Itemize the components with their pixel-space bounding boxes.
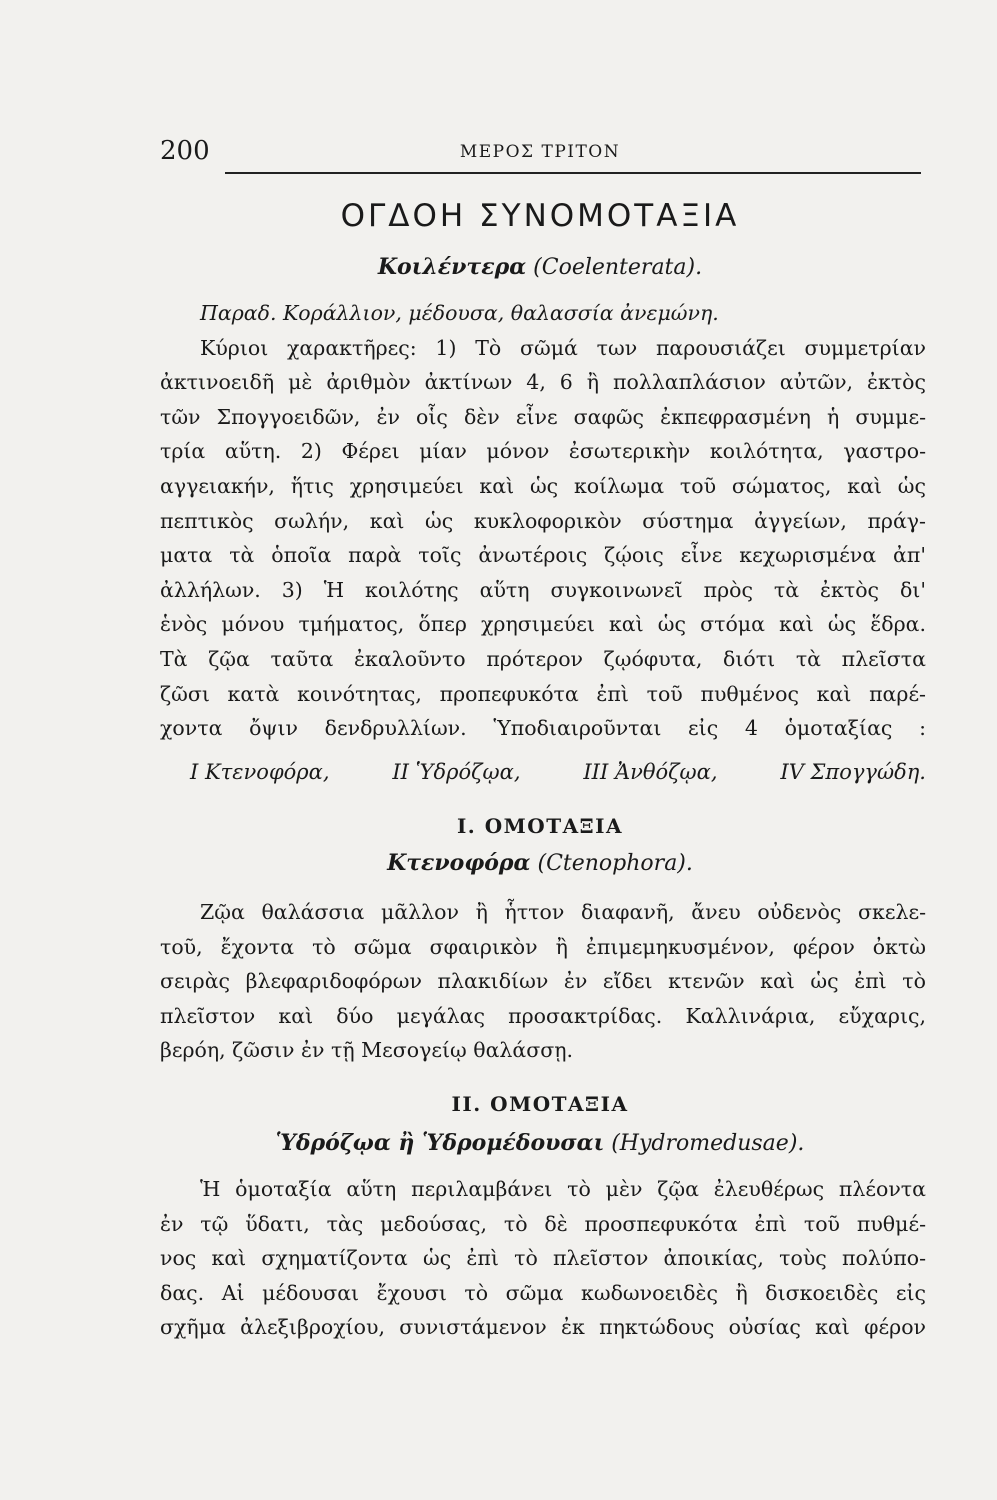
class-item: I Κτενοφόρα, xyxy=(190,760,330,784)
text-line: νος καὶ σχηματίζοντα ὡς ἐπὶ τὸ πλεῖστον ἀποικίας, τοὺς πολύπο- xyxy=(160,1246,926,1271)
text-line: τῶν Σπογγοειδῶν, ἐν οἷς δὲν εἶνε σαφῶς ἐκπεφρασμένη ἡ συμμε- xyxy=(160,404,926,429)
text-line: ἑνὸς μόνου τμήματος, ὅπερ χρησιμεύει καὶ ὡς στόμα καὶ ὡς ἕδρα. xyxy=(160,612,926,637)
chapter-title: ΟΓΔΟΗ ΣΥΝΟΜΟΤΑΞΙΑ xyxy=(340,198,740,234)
text-line: αγγειακήν, ἥτις χρησιμεύει καὶ ὡς κοίλωμα τοῦ σώματος, καὶ ὡς xyxy=(160,473,926,498)
text-line: Ἡ ὁμοταξία αὕτη περιλαμβάνει τὸ μὲν ζῷα ἐλευθέρως πλέοντα xyxy=(200,1177,926,1201)
text-line: βερόη, ζῶσιν ἐν τῇ Μεσογείῳ θαλάσσῃ. xyxy=(160,1038,574,1063)
section1-subtitle xyxy=(160,850,920,876)
section2-heading: II. ΟΜΟΤΑΞΙΑ xyxy=(451,1092,629,1116)
page-header xyxy=(160,136,920,172)
text-line: χοντα ὄψιν δενδρυλλίων. Ὑποδιαιροῦνται εἰς 4 ὁμοταξίας : xyxy=(160,716,926,741)
section2-sub-greek: Ὑδρόζῳα ἢ Ὑδρομέδουσαι xyxy=(275,1130,605,1156)
section2-sub-latin: (Hydromedusae). xyxy=(611,1131,805,1156)
section1-sub-latin: (Ctenophora). xyxy=(537,851,693,876)
classes-list xyxy=(190,760,926,784)
text-line: Ζῷα θαλάσσια μᾶλλον ἢ ἧττον διαφανῆ, ἄνευ οὐδενὸς σκελε- xyxy=(200,900,926,924)
section1-sub-greek: Κτενοφόρα xyxy=(387,850,531,876)
text-line: σειρὰς βλεφαριδοφόρων πλακιδίων ἐν εἴδει κτενῶν καὶ ὡς ἐπὶ τὸ xyxy=(160,969,926,994)
section1-paragraph xyxy=(160,895,926,1068)
subtitle-latin: (Coelenterata). xyxy=(533,255,703,280)
text-line: ἐν τῷ ὕδατι, τὰς μεδούσας, τὸ δὲ προσπεφυκότα ἐπὶ τοῦ πυθμέ- xyxy=(160,1211,926,1236)
section2-subtitle xyxy=(160,1130,920,1156)
text-line: ζῶσι κατὰ κοινότητας, προπεφυκότα ἐπὶ τοῦ πυθμένος καὶ παρέ- xyxy=(160,681,926,706)
page-number: 200 xyxy=(160,136,210,166)
text-line: τοῦ, ἔχοντα τὸ σῶμα σφαιρικὸν ἢ ἐπιμεμηκυσμένον, φέρον ὀκτὼ xyxy=(160,934,926,959)
header-rule xyxy=(225,172,921,174)
text-line: σχῆμα ἀλεξιβροχίου, συνιστάμενον ἐκ πηκτώδους οὐσίας καὶ φέρον xyxy=(160,1315,926,1340)
text-line: Παραδ. Κοράλλιον, μέδουσα, θαλασσία ἀνεμώνη. xyxy=(200,301,719,325)
text-line: δας. Αἱ μέδουσαι ἔχουσι τὸ σῶμα κωδωνοειδὲς ἢ δισκοειδὲς εἰς xyxy=(160,1280,926,1305)
text-line: πλεῖστον καὶ δύο μεγάλας προσακτρίδας. Καλλινάρια, εὔχαρις, xyxy=(160,1003,926,1028)
section2-paragraph xyxy=(160,1172,926,1345)
subtitle-greek: Κοιλέντερα xyxy=(377,254,527,280)
running-head: ΜΕΡΟΣ ΤΡΙΤΟΝ xyxy=(459,142,621,162)
text-line: ἀλλήλων. 3) Ἡ κοιλότης αὕτη συγκοινωνεῖ πρὸς τὰ ἐκτὸς δι' xyxy=(160,577,926,602)
text-line: πεπτικὸς σωλήν, καὶ ὡς κυκλοφορικὸν σύστημα ἀγγείων, πράγ- xyxy=(160,508,926,533)
text-line: Τὰ ζῷα ταῦτα ἐκαλοῦντο πρότερον ζῳόφυτα, διότι τὰ πλεῖστα xyxy=(160,646,926,671)
class-item: II Ὑδρόζῳα, xyxy=(392,760,521,784)
text-line: ἀκτινοειδῆ μὲ ἀριθμὸν ἀκτίνων 4, 6 ἢ πολλαπλάσιον αὐτῶν, ἐκτὸς xyxy=(160,370,926,395)
class-item: III Ἀνθόζῳα, xyxy=(583,760,718,784)
text-line: Κύριοι χαρακτῆρες: 1) Τὸ σῶμά των παρουσιάζει συμμετρίαν xyxy=(200,335,926,360)
text-line: τρία αὕτη. 2) Φέρει μίαν μόνον ἐσωτερικὴν κοιλότητα, γαστρο- xyxy=(160,439,926,464)
intro-paragraph xyxy=(160,296,926,746)
class-item: IV Σπογγώδη. xyxy=(780,760,926,784)
section1-heading: I. ΟΜΟΤΑΞΙΑ xyxy=(456,814,624,838)
text-line: ματα τὰ ὁποῖα παρὰ τοῖς ἀνωτέροις ζῴοις εἶνε κεχωρισμένα ἀπ' xyxy=(160,543,926,568)
chapter-subtitle xyxy=(160,254,920,280)
